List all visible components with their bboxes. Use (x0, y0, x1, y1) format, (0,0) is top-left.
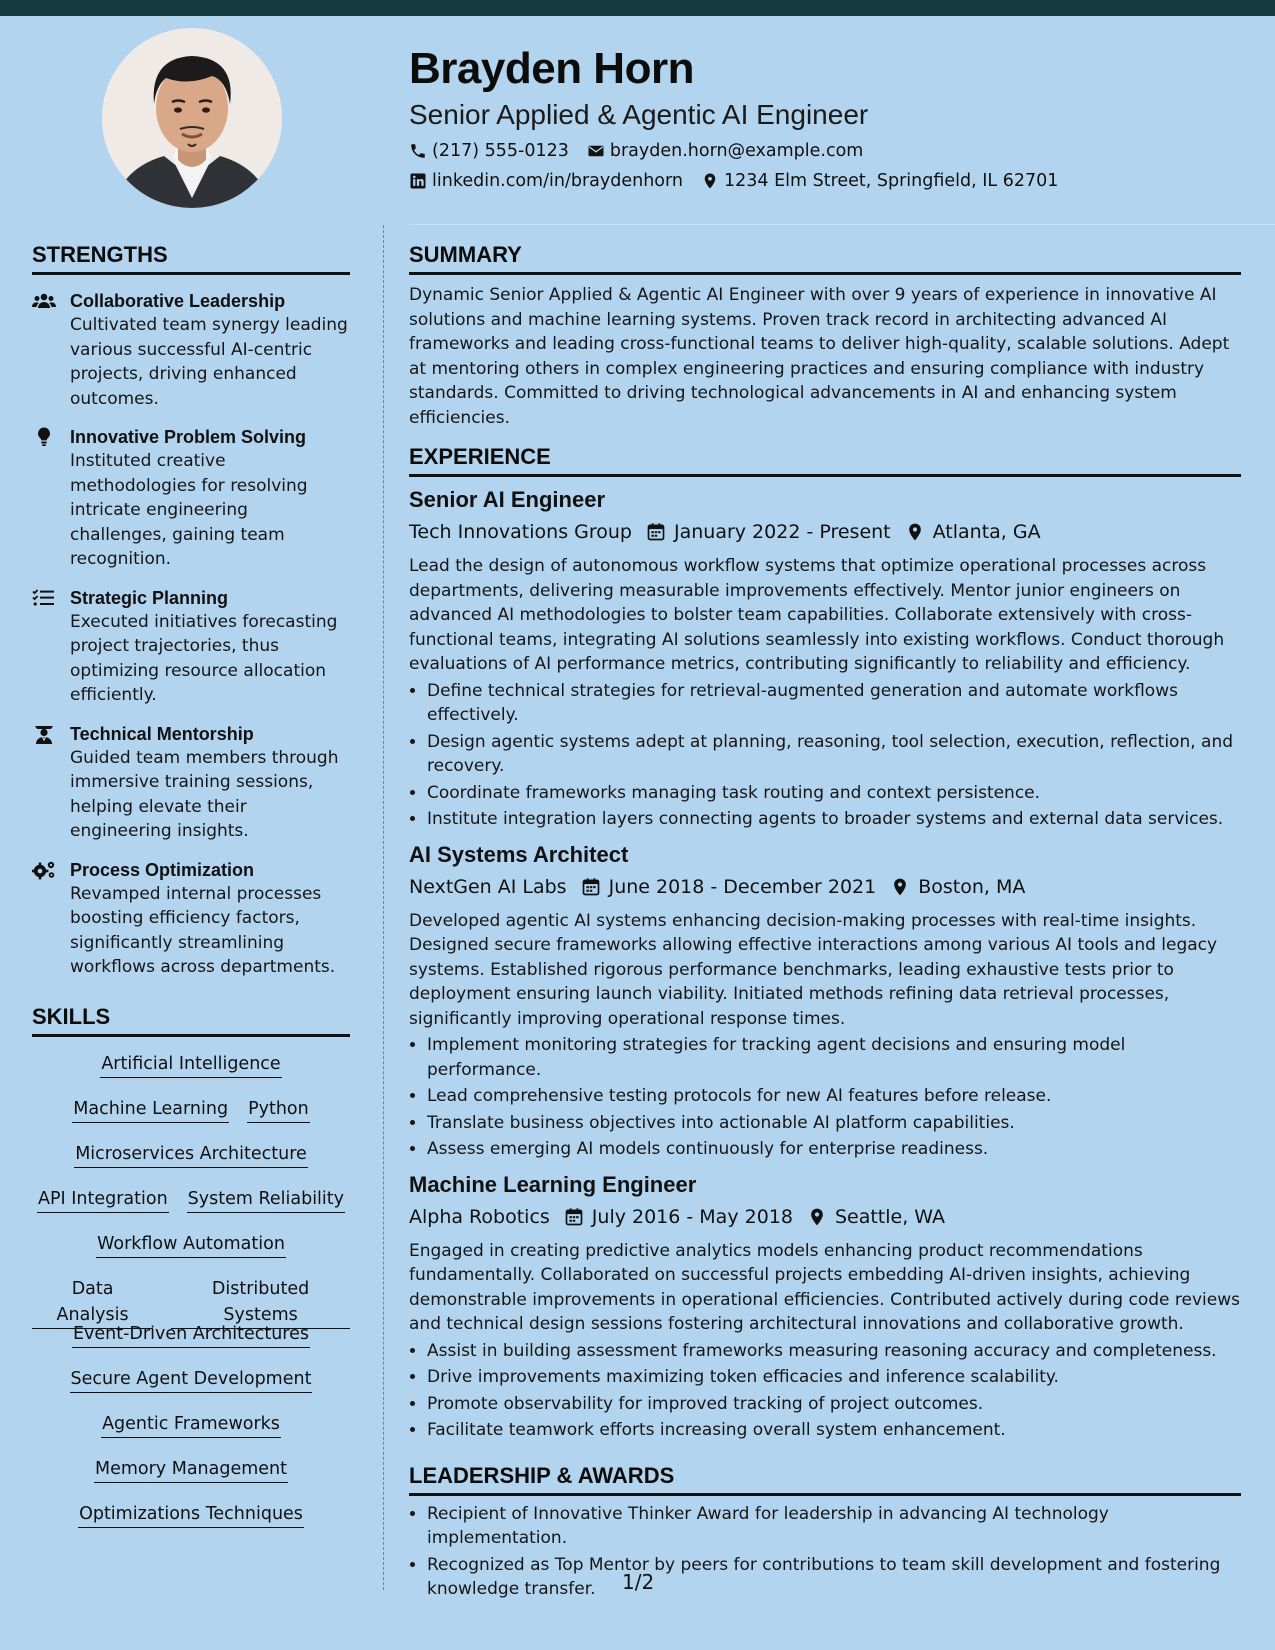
list-item: • Implement monitoring strategies for tracking agent decisions and ensuring model performance. (427, 1033, 1241, 1082)
gears-icon (32, 860, 56, 880)
list-item: • Recognized as Top Mentor by peers for contributions to team skill development and fostering knowledge transfer. (427, 1553, 1241, 1602)
skill-row (32, 1141, 350, 1186)
skill-row (32, 1321, 350, 1366)
candidate-name: Brayden Horn (409, 44, 694, 93)
strength-title: Technical Mentorship (70, 723, 254, 744)
strength-title: Innovative Problem Solving (70, 427, 307, 447)
list-item: • Translate business objectives into actionable AI platform capabilities. (427, 1111, 1241, 1136)
job-description: Developed agentic AI systems enhancing decision-making processes with real-time insights. Designed secure frameworks allowing effective interactions among various AI tools and legacy systems. Established rigorous performance benchmarks, leading exhaustive tests prior to deployment ensuring launch viability. Initiated methods refining data retrieval processes, significantly improving operational response times. (409, 910, 1218, 1029)
list-item: • Drive improvements maximizing token efficacies and inference scalability. (427, 1365, 1241, 1390)
strength-title: Collaborative Leadership (70, 291, 286, 311)
job-title: AI Systems Architect (409, 841, 629, 867)
skill-row (32, 1096, 350, 1141)
job-meta (409, 518, 1241, 546)
email-text: brayden.horn@example.com (609, 141, 864, 161)
top-accent-bar (0, 0, 1275, 16)
job-company: Alpha Robotics (409, 1205, 550, 1228)
calendar-icon (646, 522, 666, 542)
left-column (32, 240, 350, 1546)
job-entry (409, 485, 1241, 832)
list-item: • Assist in building assessment frameworks measuring reasoning accuracy and completeness. (427, 1339, 1241, 1364)
job-bullets (409, 679, 1241, 832)
skill-row (32, 1231, 350, 1276)
strength-item (32, 858, 350, 980)
list-item: • Institute integration layers connecting agents to broader systems and external data services. (427, 807, 1241, 832)
strength-desc: Revamped internal processes boosting efficiency factors, significantly streamlining workflows across departments. (70, 883, 336, 977)
resume-header (409, 40, 1249, 192)
strength-item (32, 289, 350, 411)
job-meta (409, 873, 1241, 901)
summary-text: Dynamic Senior Applied & Agentic AI Engineer with over 9 years of experience in innovative AI solutions and machine learning systems. Proven track record in architecting advanced AI frameworks and leading cross-functional teams to deliver high-quality, scalable solutions. Adept at mentoring others in complex engineering practices and ensuring compliance with industry standards. Committed to driving technological advancements in AI and enhancing system efficiencies. (409, 285, 1230, 428)
contact-email[interactable] (587, 140, 863, 162)
skill-tag: Secure Agent Development (70, 1366, 313, 1393)
skill-tag: System Reliability (187, 1186, 345, 1213)
skill-tag: Memory Management (94, 1456, 288, 1483)
skill-row (32, 1276, 350, 1325)
contact-row-2 (409, 170, 1249, 192)
strength-title: Process Optimization (70, 859, 255, 880)
job-location: Atlanta, GA (932, 521, 1041, 543)
contact-address (701, 170, 1058, 192)
list-item: • Promote observability for improved tracking of project outcomes. (427, 1392, 1241, 1417)
job-title: Machine Learning Engineer (409, 1171, 697, 1197)
skills-heading: SKILLS (32, 1002, 350, 1037)
skill-tag: Artificial Intelligence (100, 1051, 281, 1078)
phone-icon (409, 142, 427, 160)
job-company: NextGen AI Labs (409, 875, 567, 898)
column-divider (383, 225, 384, 1590)
leadership-bullets (409, 1502, 1241, 1602)
skill-row (32, 1186, 350, 1231)
skill-row (32, 1456, 350, 1501)
job-entry (409, 840, 1241, 1162)
job-dates: January 2022 - Present (673, 521, 891, 543)
list-item: • Assess emerging AI models continuously for enterprise readiness. (427, 1137, 1241, 1162)
candidate-title: Senior Applied & Agentic AI Engineer (409, 99, 869, 130)
strength-item (32, 586, 350, 708)
contact-linkedin[interactable] (409, 170, 683, 192)
job-location: Seattle, WA (834, 1205, 946, 1228)
contact-phone (409, 140, 569, 162)
map-pin-icon (905, 522, 925, 542)
skill-row (32, 1051, 350, 1096)
skill-tag: Machine Learning (72, 1096, 229, 1123)
strength-desc: Guided team members through immersive training sessions, helping elevate their engineering insights. (70, 747, 339, 841)
job-dates: June 2018 - December 2021 (608, 875, 877, 898)
job-dates: July 2016 - May 2018 (591, 1205, 793, 1228)
strength-title: Strategic Planning (70, 587, 229, 608)
lightbulb-icon (32, 427, 56, 447)
strength-desc: Executed initiatives forecasting project trajectories, thus optimizing resource allocation efficiently. (70, 611, 338, 705)
list-item: • Coordinate frameworks managing task routing and context persistence. (427, 781, 1241, 806)
job-title: Senior AI Engineer (409, 487, 606, 512)
linkedin-text: linkedin.com/in/braydenhorn (432, 171, 683, 191)
job-meta (409, 1203, 1241, 1231)
list-item: • Facilitate teamwork efforts increasing overall system enhancement. (427, 1418, 1241, 1443)
skill-row (32, 1501, 350, 1546)
job-location: Boston, MA (918, 875, 1026, 898)
strength-desc: Cultivated team synergy leading various successful AI-centric projects, driving enhanced outcomes. (70, 315, 348, 409)
teacher-icon (32, 724, 56, 744)
experience-heading: EXPERIENCE (409, 442, 1241, 477)
page-number: 1/2 (622, 1570, 655, 1594)
job-description: Lead the design of autonomous workflow systems that optimize operational processes across departments, delivering measurable improvements effectively. Mentor junior engineers on advanced AI methodologies to bolster team capabilities. Collaborate extensively with cross-functional teams, integrating AI solutions seamlessly into existing workflows. Conduct thorough evaluations of AI performance metrics, contributing significantly to reliability and efficiency. (409, 556, 1225, 674)
job-company: Tech Innovations Group (409, 521, 632, 543)
strength-desc: Instituted creative methodologies for resolving intricate engineering challenges, gaining team recognition. (70, 451, 308, 569)
job-description: Engaged in creating predictive analytics models enhancing product recommendations fundamentally. Collaborated on successful projects embedding AI-driven insights, achieving demonstrable improvements in operational efficiencies. Contributed actively during code reviews and technical design sessions fostering architectural innovations and collaborative growth. (409, 1240, 1240, 1334)
calendar-icon (564, 1207, 584, 1227)
skill-tag: Microservices Architecture (74, 1141, 308, 1168)
job-entry (409, 1170, 1241, 1443)
strength-item (32, 722, 350, 844)
skill-row (32, 1366, 350, 1411)
calendar-icon (581, 877, 601, 897)
map-pin-icon (701, 172, 719, 190)
right-column (409, 240, 1241, 1602)
profile-photo (102, 28, 282, 208)
job-bullets (409, 1033, 1241, 1162)
skill-tag: Agentic Frameworks (101, 1411, 281, 1438)
list-item: • Design agentic systems adept at planning, reasoning, tool selection, execution, reflection, and recovery. (427, 730, 1241, 779)
summary-heading: SUMMARY (409, 240, 1241, 275)
strength-item (32, 425, 350, 572)
skill-tag: Python (247, 1096, 310, 1123)
skill-tag: Data Analysis (32, 1276, 153, 1329)
users-icon (32, 291, 56, 311)
skill-tag: Distributed Systems (171, 1276, 350, 1329)
job-bullets (409, 1339, 1241, 1443)
contact-row-1 (409, 140, 1249, 162)
list-item: • Define technical strategies for retrieval-augmented generation and automate workflows effectively. (427, 679, 1241, 728)
leadership-heading: LEADERSHIP & AWARDS (409, 1461, 1241, 1496)
envelope-icon (587, 142, 605, 160)
address-text: 1234 Elm Street, Springfield, IL 62701 (723, 171, 1059, 191)
list-item: • Recipient of Innovative Thinker Award for leadership in advancing AI technology implementation. (427, 1502, 1241, 1551)
skill-row (32, 1411, 350, 1456)
skills-list (32, 1051, 350, 1546)
linkedin-icon (409, 172, 427, 190)
map-pin-icon (890, 877, 910, 897)
strengths-heading: STRENGTHS (32, 240, 350, 275)
skill-tag: Workflow Automation (96, 1231, 286, 1258)
map-pin-icon (807, 1207, 827, 1227)
phone-text: (217) 555-0123 (432, 141, 569, 161)
skill-tag: API Integration (37, 1186, 169, 1213)
skill-tag: Event-Driven Architectures (72, 1321, 310, 1348)
header-divider (409, 224, 1275, 225)
list-item: • Lead comprehensive testing protocols for new AI features before release. (427, 1084, 1241, 1109)
tasks-icon (32, 588, 56, 608)
skill-tag: Optimizations Techniques (78, 1501, 304, 1528)
